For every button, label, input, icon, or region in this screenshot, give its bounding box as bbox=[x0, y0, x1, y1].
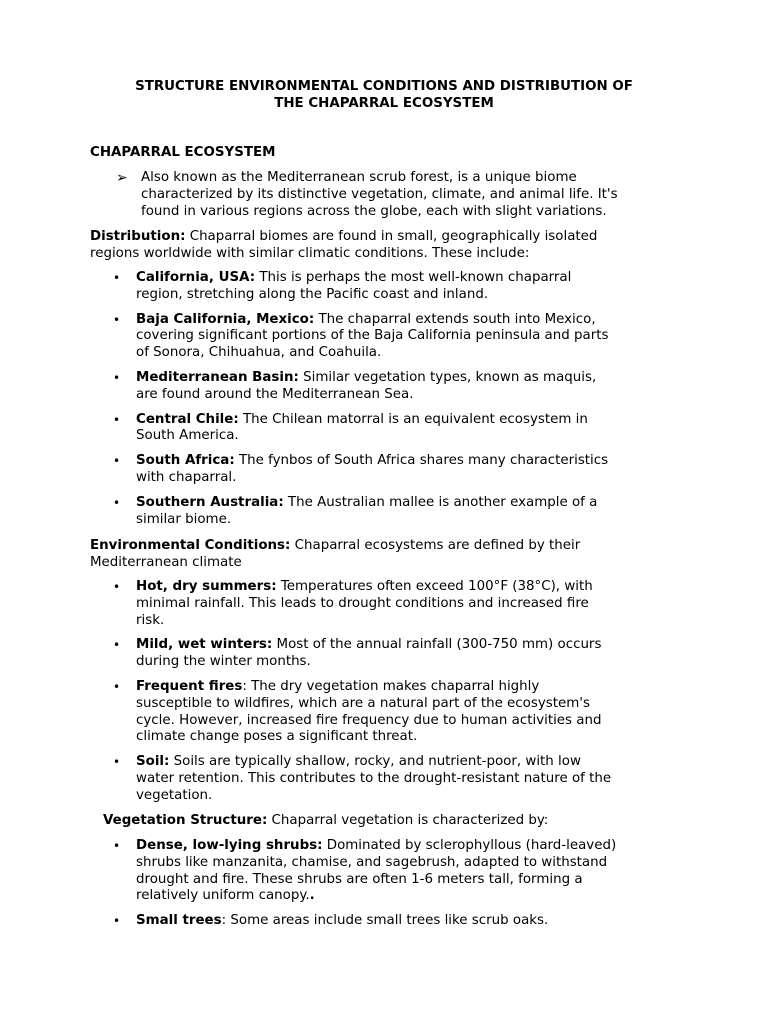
list-item: • Southern Australia: The Australian mallee is another example of a similar biome. bbox=[113, 494, 598, 527]
vegetation-label: Vegetation Structure: bbox=[103, 813, 268, 828]
list-item: • Mild, wet winters: Most of the annual rainfall (300-750 mm) occurs during the winter months. bbox=[113, 637, 602, 670]
title-line-2: THE CHAPARRAL ECOSYSTEM bbox=[274, 96, 494, 111]
environmental-paragraph: Environmental Conditions: Chaparral ecosystems are defined by their Mediterranean climate bbox=[90, 538, 581, 570]
list-item: • Mediterranean Basin: Similar vegetation types, known as maquis, are found around the Mediterranean Sea. bbox=[113, 369, 597, 402]
arrow-bullet-icon: ➢ bbox=[116, 170, 128, 186]
bullet-icon: • bbox=[113, 370, 121, 385]
intro-text: Also known as the Mediterranean scrub forest, is a unique biome characterized by its distinctive vegetation, climate, and animal life. It's found in various regions across the globe, each with slight variations. bbox=[141, 170, 618, 219]
bullet-icon: • bbox=[113, 271, 121, 285]
distribution-paragraph: Distribution: Chaparral biomes are found in small, geographically isolated regions worldwide with similar climatic conditions. These include: bbox=[90, 229, 598, 261]
title-line-1: STRUCTURE ENVIRONMENTAL CONDITIONS AND DISTRIBUTION OF bbox=[135, 79, 633, 94]
bullet-icon: • bbox=[113, 412, 121, 427]
bullet-icon: • bbox=[113, 839, 121, 853]
vegetation-list bbox=[110, 838, 680, 930]
list-item: • South Africa: The fynbos of South Africa shares many characteristics with chaparral. bbox=[113, 453, 609, 485]
vegetation-paragraph: Vegetation Structure: Chaparral vegetation is characterized by: bbox=[103, 813, 549, 828]
list-item: • California, USA: This is perhaps the most well-known chaparral region, stretching along the Pacific coast and inland. bbox=[113, 270, 572, 302]
distribution-list bbox=[110, 270, 680, 528]
list-item: • Soil: Soils are typically shallow, rocky, and nutrient-poor, with low water retention. This contributes to the drought-resistant nature of the vegetation. bbox=[113, 754, 612, 803]
list-item: • Small trees: Some areas include small trees like scrub oaks. bbox=[113, 913, 549, 929]
list-item: • Central Chile: The Chilean matorral is an equivalent ecosystem in South America. bbox=[113, 411, 588, 444]
bullet-icon: • bbox=[113, 580, 121, 594]
bullet-icon: • bbox=[113, 495, 121, 510]
environmental-label: Environmental Conditions: bbox=[90, 538, 291, 553]
distribution-label: Distribution: bbox=[90, 229, 186, 244]
bullet-icon: • bbox=[113, 755, 121, 770]
bullet-icon: • bbox=[113, 914, 121, 929]
list-item: • Baja California, Mexico: The chaparral extends south into Mexico, covering significant portions of the Baja California peninsula and parts of Sonora, Chihuahua, and Coahuila. bbox=[113, 311, 609, 361]
bullet-icon: • bbox=[113, 454, 121, 469]
bullet-icon: • bbox=[113, 312, 121, 327]
list-item: • Frequent fires: The dry vegetation makes chaparral highly susceptible to wildfires, which are a natural part of the ecosystem's cycle. However, increased fire frequency due to human activities and climate change poses a significant threat. bbox=[113, 678, 602, 745]
list-item: • Dense, low-lying shrubs: Dominated by sclerophyllous (hard-leaved) shrubs like manzanita, chamise, and sagebrush, adapted to withstand drought and fire. These shrubs are often 1-6 meters tall, forming a relatively uniform canopy.. bbox=[113, 838, 617, 904]
section-heading: CHAPARRAL ECOSYSTEM bbox=[90, 145, 276, 160]
list-item: • Hot, dry summers: Temperatures often exceed 100°F (38°C), with minimal rainfall. This leads to drought conditions and increased fire risk. bbox=[113, 579, 593, 628]
environmental-list bbox=[110, 579, 680, 805]
intro-item bbox=[116, 170, 686, 220]
bullet-icon: • bbox=[113, 638, 121, 653]
bullet-icon: • bbox=[113, 679, 121, 694]
document-title bbox=[0, 78, 768, 112]
